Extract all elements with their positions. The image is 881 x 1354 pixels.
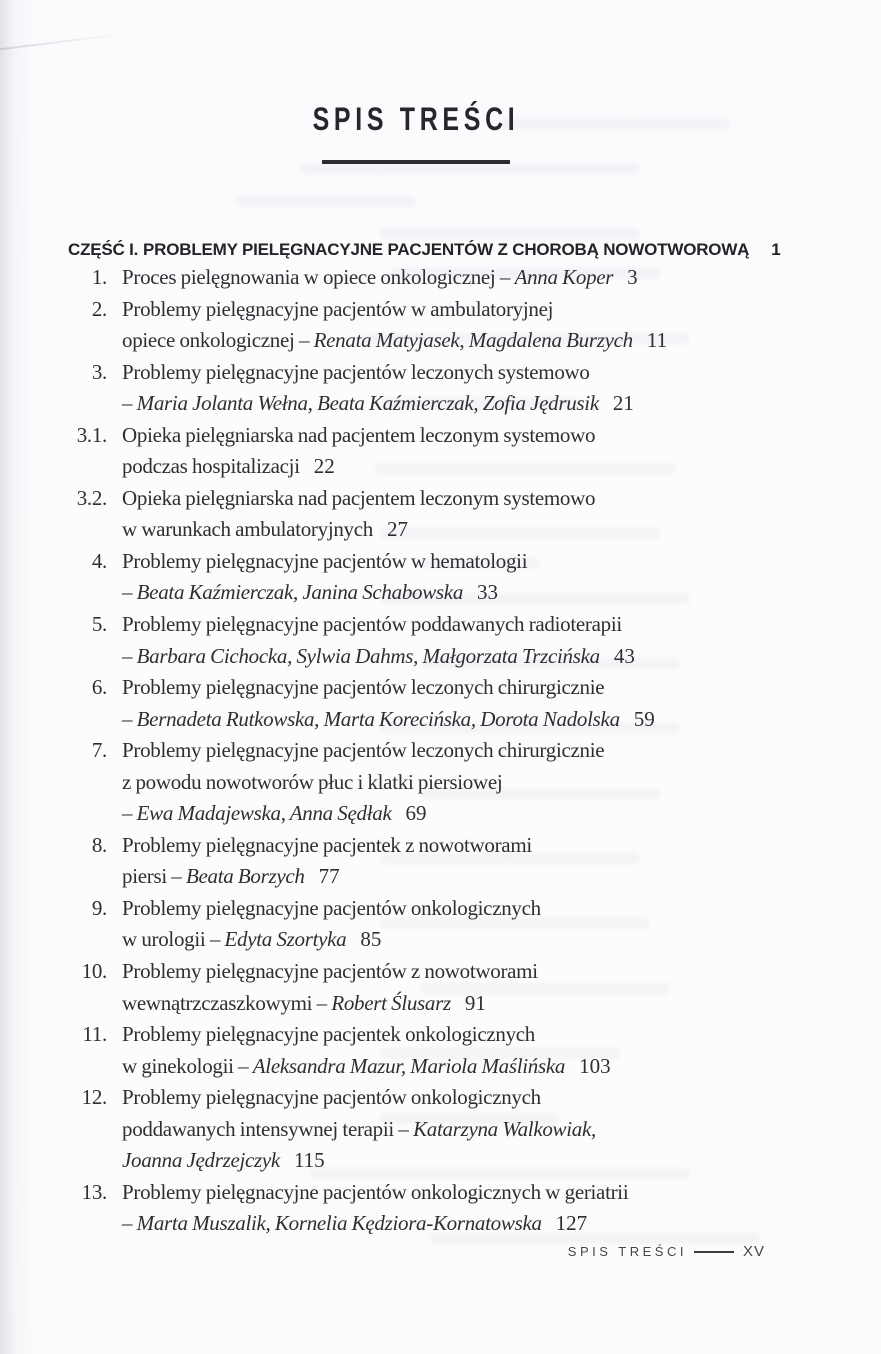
footer-dash [694,1251,734,1253]
item-number: 11. [82,1022,107,1047]
item-line [122,956,538,988]
item-text: – [122,391,137,416]
item-authors: Joanna Jędrzejczyk [122,1148,280,1173]
item-line [122,893,541,925]
toc-item-9 [68,893,828,956]
item-authors: Edyta Szortyka [224,927,347,952]
item-number: 10. [81,959,107,984]
item-text: – [122,643,137,668]
item-text: Problemy pielęgnacyjne pacjentów w ambulatoryjnej [122,296,554,321]
item-page-number: 21 [612,391,634,416]
item-number: 9. [91,895,107,920]
item-lines [122,735,604,830]
item-line [122,767,604,799]
item-line [122,1145,596,1177]
item-text: Problemy pielęgnacyjne pacjentów onkologicznych w geriatrii [122,1179,629,1204]
item-lines [122,483,595,546]
item-line [122,1019,611,1051]
item-line [122,451,595,483]
item-text: Problemy pielęgnacyjne pacjentek onkologicznych [122,1022,536,1047]
item-line [122,262,638,294]
toc-item-6 [68,672,828,735]
item-authors: Maria Jolanta Wełna, Beata Kaźmierczak, Zofia Jędrusik [136,391,599,416]
item-number: 4. [91,548,107,573]
item-page-number: 3 [627,265,638,289]
item-number: 1. [91,265,107,289]
toc-item-12 [68,1082,828,1177]
item-text: Proces pielęgnowania w opiece onkologicznej – [122,265,515,289]
item-line [122,1051,611,1083]
item-line [122,672,655,704]
item-number: 8. [91,832,107,857]
item-lines [122,893,541,956]
item-text: – [122,580,137,605]
item-text: Opieka pielęgniarska nad pacjentem leczonym systemowo [122,422,596,447]
item-line [122,988,538,1020]
item-page-number: 91 [464,990,486,1015]
page-footer [568,1241,765,1263]
toc-list [68,262,828,1240]
item-number: 13. [81,1179,107,1204]
item-text: opiece onkologicznej – [122,328,314,353]
item-lines [122,1019,611,1082]
item-line [122,577,527,609]
footer-label: SPIS TREŚCI [567,1244,687,1259]
item-line [122,546,527,578]
item-line [122,325,667,357]
item-text: poddawanych intensywnej terapii – [122,1116,414,1141]
item-lines [122,262,638,294]
item-page-number: 127 [555,1211,588,1236]
item-lines [122,420,595,483]
item-text: w ginekologii – [122,1053,253,1078]
item-line [122,294,667,326]
item-text: Problemy pielęgnacyjne pacjentek z nowotworami [122,832,532,857]
part-label: CZĘŚĆ I. [68,240,139,259]
item-lines [122,546,527,609]
item-text: podczas hospitalizacji [122,454,300,479]
item-line [122,861,532,893]
item-text: Problemy pielęgnacyjne pacjentów z nowotworami [122,959,538,984]
item-authors: Katarzyna Walkowiak, [413,1116,596,1141]
toc-item-8 [68,830,828,893]
item-line [122,1114,596,1146]
item-text: Problemy pielęgnacyjne pacjentów onkologicznych [122,895,541,920]
item-page-number: 22 [313,454,335,479]
toc-item-3-2 [68,483,828,546]
item-number: 5. [91,612,107,637]
item-lines [122,956,538,1019]
item-page-number: 85 [360,927,382,952]
item-page-number: 115 [293,1148,325,1173]
item-lines [122,294,667,357]
item-text: Problemy pielęgnacyjne pacjentów onkologicznych [122,1085,541,1110]
toc-item-2 [68,294,828,357]
item-line [122,1082,596,1114]
item-authors: Renata Matyjasek, Magdalena Burzych [313,328,633,353]
item-text: – [122,801,137,826]
item-text: – [122,1211,137,1236]
item-lines [122,672,655,735]
item-text: Problemy pielęgnacyjne pacjentów w hematologii [122,548,528,573]
toc-item-7 [68,735,828,830]
toc-item-10 [68,956,828,1019]
item-line [122,735,604,767]
item-page-number: 11 [646,328,668,353]
item-authors: Ewa Madajewska, Anna Sędłak [136,801,392,826]
toc-item-3-1 [68,420,828,483]
item-authors: Robert Ślusarz [331,990,451,1015]
item-text: w urologii – [122,927,225,952]
item-authors: Beata Borzych [185,864,305,889]
item-authors: Barbara Cichocka, Sylwia Dahms, Małgorzata Trzcińska [136,643,600,668]
item-text: piersi – [122,864,186,889]
item-line [122,830,532,862]
item-page-number: 77 [318,864,340,889]
item-text: w warunkach ambulatoryjnych [122,517,373,542]
item-page-number: 59 [633,706,655,731]
item-line [122,420,595,452]
item-line [122,704,655,736]
item-text: Problemy pielęgnacyjne pacjentów poddawanych radioterapii [122,612,622,637]
item-page-number: 69 [405,801,427,826]
item-line [122,514,595,546]
item-lines [122,609,635,672]
toc-item-13 [68,1177,828,1240]
toc-item-3 [68,357,828,420]
item-authors: Bernadeta Rutkowska, Marta Korecińska, Dorota Nadolska [136,706,620,731]
item-page-number: 43 [613,643,635,668]
table-of-contents [68,240,828,1240]
toc-item-1 [68,262,828,294]
item-number: 3.2. [76,485,107,510]
item-line [122,1208,628,1240]
toc-item-11 [68,1019,828,1082]
item-number: 6. [91,675,107,700]
item-page-number: 33 [477,580,499,605]
item-text: Opieka pielęgniarska nad pacjentem leczonym systemowo [122,485,596,510]
title-rule [322,160,510,164]
item-lines [122,1082,596,1177]
item-authors: Aleksandra Mazur, Mariola Maślińska [252,1053,566,1078]
item-line [122,357,634,389]
item-authors: Anna Koper [514,265,614,289]
item-lines [122,1177,628,1240]
item-number: 12. [81,1085,107,1110]
toc-item-4 [68,546,828,609]
item-line [122,483,595,515]
item-text: z powodu nowotworów płuc i klatki piersiowej [122,769,503,794]
item-number: 7. [91,738,107,763]
item-line [122,388,634,420]
item-text: Problemy pielęgnacyjne pacjentów leczonych chirurgicznie [122,738,605,763]
item-number: 3. [91,359,107,384]
item-line [122,641,635,673]
item-text: – [122,706,137,731]
item-line [122,924,541,956]
item-authors: Marta Muszalik, Kornelia Kędziora-Kornatowska [136,1211,542,1236]
item-authors: Beata Kaźmierczak, Janina Schabowska [136,580,464,605]
part-page-number: 1 [771,240,781,259]
item-lines [122,357,634,420]
part-heading [68,240,828,260]
footer-page-number: XV [742,1243,765,1260]
page-title: SPIS TREŚCI [312,101,520,137]
item-lines [122,830,532,893]
toc-item-5 [68,609,828,672]
item-line [122,798,604,830]
item-text: wewnątrzczaszkowymi – [122,990,332,1015]
item-page-number: 103 [579,1053,611,1078]
item-text: Problemy pielęgnacyjne pacjentów leczonych chirurgicznie [122,675,605,700]
item-number: 3.1. [76,422,107,447]
part-title: PROBLEMY PIELĘGNACYJNE PACJENTÓW Z CHOROBĄ NOWOTWOROWĄ [143,240,750,259]
item-text: Problemy pielęgnacyjne pacjentów leczonych systemowo [122,359,590,384]
item-line [122,609,635,641]
item-line [122,1177,628,1209]
item-page-number: 27 [386,517,408,542]
item-number: 2. [91,296,107,321]
